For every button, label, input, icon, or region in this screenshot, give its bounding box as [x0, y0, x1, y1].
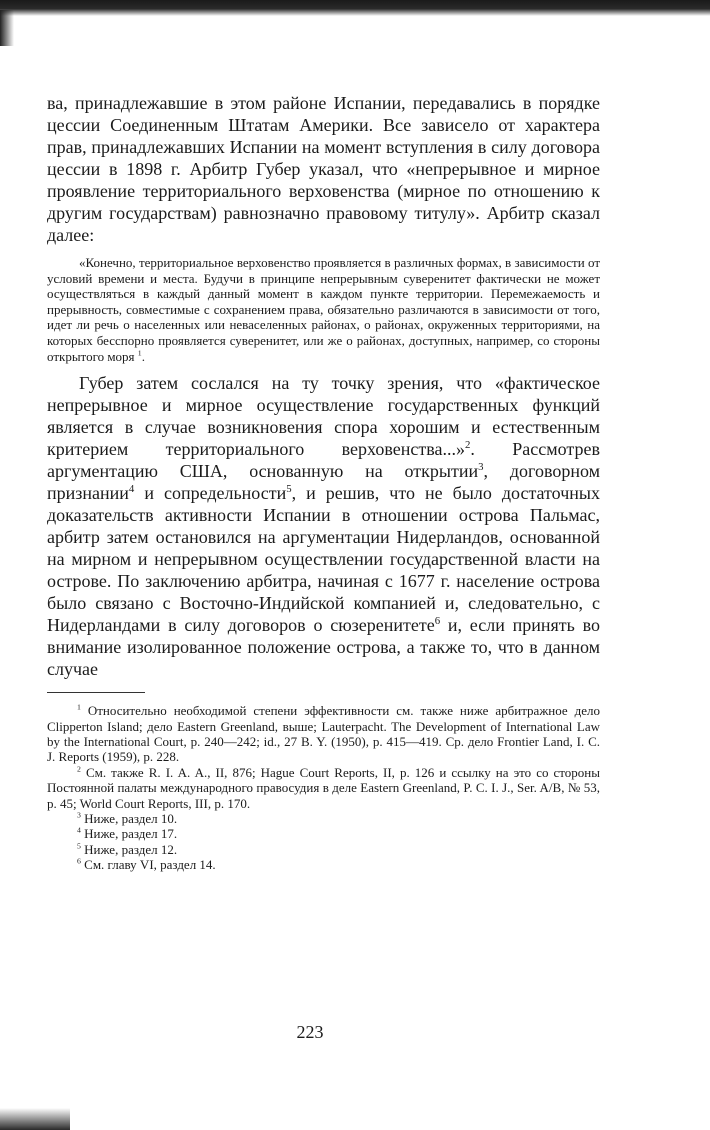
page-body: [47, 92, 600, 873]
footnote-ref: 5: [286, 483, 292, 496]
footnote-text: Относительно необходимой степени эффективности см. также ниже арбитражное дело Clipperton Island; дело Eastern Greenland, выше; Lauterpacht. The Development of International Law by the International Court, p. 240—242; id., 27 B. Y. (1950), p. 415—419. Ср. дело Frontier Land, I. C. J. Reports (1959), p. 228.: [47, 703, 601, 765]
footnote-text: Ниже, раздел 12.: [84, 841, 178, 857]
scan-corner-shadow: [0, 10, 14, 46]
footnote-text: См. главу VI, раздел 14.: [84, 857, 216, 873]
footnote-divider: [47, 692, 145, 693]
footnote: [47, 826, 600, 841]
p2-text: и, если принять во внимание изолированное положение острова, а также то, что в данном случае: [47, 615, 600, 680]
p2-text: , и решив, что не было достаточных доказательств активности Испании в отношении острова Пальмас, арбитр затем остановился на аргументации Нидерландов, основанной на мирном и непрерывном осуществлении государственной власти на острове. По заключению арбитра, начиная с 1677 г. население острова было связано с Восточно-Индийской компанией и, следовательно, с Нидерландами в силу договоров о сюзеренитете: [47, 483, 600, 636]
footnote-ref: 3: [478, 461, 484, 474]
quote-text: «Конечно, территориальное верховенство проявляется в различных формах, в зависимости от условий времени и места. Будучи в принципе непрерывным суверенитет фактически не может осуществляться в каждый данный момент в каждом пункте территории. Перемежаемость и прерывность, совместимые с сохранением права, обязательно различаются в зависимости от того, идет ли речь о населенных или неваселенных районах, о районах, окруженных территориями, на которых бесспорно проявляется суверенитет, или же о районах, доступных, например, со стороны открытого моря: [47, 255, 600, 364]
p2-text: Губер затем сослался на ту точку зрения, что «фактическое непрерывное и мирное осуществление государственных функций является в случае возникновения спора хорошим и естественным критерием территориального верховенства...»: [47, 373, 600, 460]
scan-bottom-shadow: [0, 1108, 70, 1130]
footnote-ref: 2: [464, 439, 471, 452]
footnote-number: 5: [77, 841, 81, 851]
footnote: [47, 703, 600, 765]
paragraph-1: ва, принадлежавшие в этом районе Испании, передавались в порядке цессии Соединенным Штатам Америки. Все зависело от характера прав, принадлежавших Испании на момент вступления в силу договора цессии в 1898 г. Арбитр Губер указал, что «непрерывное и мирное проявление территориального верховенства (мирное по отношению к другим государствам) равнозначно правовому титулу». Арбитр сказал далее:: [47, 93, 600, 245]
footnote-ref: 4: [128, 483, 135, 496]
scan-top-edge: [0, 0, 710, 16]
footnote: [47, 811, 600, 826]
footnote: [47, 857, 600, 872]
footnote-ref: 6: [434, 615, 441, 628]
quote-tail: .: [141, 348, 145, 364]
footnote-number: 3: [77, 810, 81, 820]
footnote-text: См. также R. I. A. A., II, 876; Hague Court Reports, II, p. 126 и ссылку на это со стороны Постоянной палаты международного правосудия в деле Eastern Greenland, P. C. I. J., Ser. A/B, № 53, p. 45; World Court Reports, III, p. 170.: [47, 764, 600, 811]
page-number: 223: [296, 1022, 324, 1042]
footnote-number: 4: [77, 826, 81, 836]
paragraph-2: [47, 372, 600, 680]
footnote-number: 2: [77, 764, 81, 774]
p2-text: и сопредельности: [134, 483, 287, 504]
quote-block: [47, 255, 600, 364]
footnotes: [47, 703, 600, 872]
footnote-text: Ниже, раздел 10.: [84, 811, 178, 826]
footnote: [47, 842, 600, 857]
footnote-number: 6: [77, 856, 81, 866]
footnote-text: Ниже, раздел 17.: [84, 826, 178, 842]
footnote-ref: 1: [137, 348, 142, 358]
footnote: [47, 765, 600, 811]
p2-text: . Рассмотрев аргументацию США, основанную на открытии: [47, 439, 600, 482]
footnote-number: 1: [77, 702, 81, 712]
p2-text: , договорном признании: [47, 461, 600, 504]
